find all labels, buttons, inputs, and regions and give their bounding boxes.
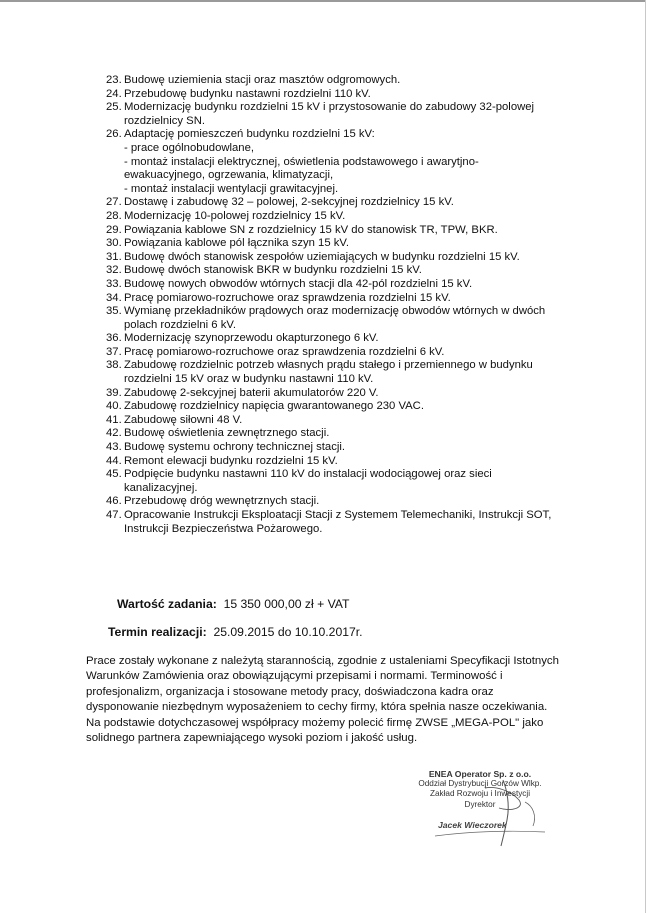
completion-term-dates: 25.09.2015 do 10.10.2017r. xyxy=(213,625,363,639)
list-item-line: Modernizację szynoprzewodu okapturzonego 6 kV. xyxy=(124,332,379,345)
list-item-text xyxy=(124,224,576,238)
list-item-line: Modernizację 10-polowej rozdzielnicy 15 kV. xyxy=(124,209,346,222)
list-item-line: Powiązania kablowe pól łącznika szyn 15 kV. xyxy=(124,237,350,250)
list-item xyxy=(106,359,576,386)
list-item-line: Pracę pomiarowo-rozruchowe oraz sprawdzenia rozdzielni 15 kV. xyxy=(124,291,451,304)
list-item-line: Powiązania kablowe SN z rozdzielnicy 15 kV do stanowisk TR, TPW, BKR. xyxy=(124,223,498,236)
scope-of-work-list xyxy=(106,74,576,536)
list-item xyxy=(106,468,576,495)
list-item-line: Budowę nowych obwodów wtórnych stacji dla 42-pól rozdzielni 15 kV. xyxy=(124,277,473,290)
list-item xyxy=(106,332,576,346)
list-item-line: Modernizację budynku rozdzielni 15 kV i przystosowanie do zabudowy 32-polowej xyxy=(124,101,535,114)
list-item-line: Zabudowę rozdzielnic potrzeb własnych prądu stałego i przemiennego w budynku xyxy=(124,359,533,372)
recommendation-paragraph xyxy=(86,654,576,746)
list-item-number: 25. xyxy=(106,101,122,114)
list-item-line: polach rozdzielni 6 kV. xyxy=(124,318,236,331)
list-item-line: Opracowanie Instrukcji Eksploatacji Stacji z Systemem Telemechaniki, Instrukcji SOT, xyxy=(124,509,552,521)
list-item-text xyxy=(124,128,576,196)
list-item-line: Pracę pomiarowo-rozruchowe oraz sprawdzenia rozdzielni 6 kV. xyxy=(124,345,445,358)
list-item-number: 23. xyxy=(106,74,122,86)
list-item xyxy=(106,387,576,401)
paragraph-line: dysponowanie niezbędnym wyposażeniem to cechy firmy, która spełnia nasze oczekiwania. xyxy=(86,701,548,714)
list-item-line: kanalizacyjnej. xyxy=(124,481,198,494)
list-item-text xyxy=(124,237,576,251)
list-item xyxy=(106,264,576,278)
list-item-text xyxy=(124,414,576,428)
list-item xyxy=(106,74,576,88)
list-item xyxy=(106,292,576,306)
list-item xyxy=(106,346,576,360)
list-item-line: Zabudowę rozdzielnicy napięcia gwarantowanego 230 VAC. xyxy=(124,400,424,413)
list-item-text xyxy=(124,509,576,536)
list-item xyxy=(106,196,576,210)
paragraph-line: solidnego partnera zapewniającego wysoki poziom i jakość usług. xyxy=(86,732,418,745)
list-item-text xyxy=(124,101,576,128)
list-item-text xyxy=(124,74,576,88)
list-item-number: 27. xyxy=(106,196,122,209)
list-item-number: 32. xyxy=(106,264,122,277)
list-item-line: Remont elewacji budynku rozdzielni 15 kV. xyxy=(124,454,338,467)
list-item-text xyxy=(124,387,576,401)
stamp-line: Oddział Dystrybucji Gorzów Wlkp. xyxy=(418,779,542,789)
list-item-text xyxy=(124,441,576,455)
list-item xyxy=(106,441,576,455)
list-item-line: Budowę systemu ochrony technicznej stacji. xyxy=(124,441,346,454)
list-item-text xyxy=(124,427,576,441)
list-item-number: 37. xyxy=(106,345,122,358)
paragraph-line: profesjonalizm, organizacja i stosowane metody pracy, doświadczona kadra oraz xyxy=(86,685,494,698)
list-item-line: rozdzielnicy SN. xyxy=(124,114,205,127)
list-item-number: 24. xyxy=(106,87,122,100)
list-item-line: Instrukcji Bezpieczeństwa Pożarowego. xyxy=(124,522,323,535)
list-item-text xyxy=(124,346,576,360)
list-item-number: 40. xyxy=(106,400,122,413)
list-item xyxy=(106,495,576,509)
list-item-line: Budowę dwóch stanowisk BKR w budynku rozdzielni 15 kV. xyxy=(124,264,422,277)
list-item-number: 43. xyxy=(106,441,122,454)
list-item xyxy=(106,414,576,428)
list-item-line: Przebudowę budynku nastawni rozdzielni 110 kV. xyxy=(124,87,371,100)
paragraph-line: Na podstawie dotychczasowej współpracy możemy polecić firmę ZWSE „MEGA-POL" jako xyxy=(86,716,544,729)
list-item-text xyxy=(124,264,576,278)
list-item-line: - montaż instalacji wentylacji grawitacyjnej. xyxy=(124,182,339,195)
list-item xyxy=(106,237,576,251)
stamp-line: Dyrektor xyxy=(464,799,496,809)
list-item-number: 28. xyxy=(106,209,122,222)
list-item-number: 41. xyxy=(106,413,122,426)
list-item-text xyxy=(124,251,576,265)
list-item xyxy=(106,400,576,414)
list-item-line: ewakuacyjnego, ogrzewania, klimatyzacji, xyxy=(124,169,334,182)
paragraph-line: Warunków Zamówienia oraz obowiązującymi przepisami i normami. Terminowość i xyxy=(86,670,503,683)
signatory-name: Jacek Wieczorek xyxy=(438,820,507,830)
list-item-text xyxy=(124,468,576,495)
list-item-line: Adaptację pomieszczeń budynku rozdzielni 15 kV: xyxy=(124,128,375,141)
list-item-number: 45. xyxy=(106,468,122,481)
list-item-number: 31. xyxy=(106,250,122,263)
list-item-line: Zabudowę 2-sekcyjnej baterii akumulatorów 220 V. xyxy=(124,386,379,399)
list-item-line: Budowę dwóch stanowisk zespołów uziemiających w budynku rozdzielni 15 kV. xyxy=(124,250,520,263)
list-item-number: 39. xyxy=(106,386,122,399)
list-item xyxy=(106,455,576,469)
list-item-number: 30. xyxy=(106,237,122,250)
list-item-text xyxy=(124,278,576,292)
contract-value-amount: 15 350 000,00 zł + VAT xyxy=(223,597,350,611)
list-item-line: Budowę uziemienia stacji oraz masztów odgromowych. xyxy=(124,74,401,86)
list-item-number: 38. xyxy=(106,359,122,372)
list-item-number: 33. xyxy=(106,277,122,290)
completion-term xyxy=(108,625,363,639)
list-item-line: - prace ogólnobudowlane, xyxy=(124,141,255,154)
list-item xyxy=(106,278,576,292)
list-item-number: 36. xyxy=(106,332,122,345)
list-item-line: Dostawę i zabudowę 32 – polowej, 2-sekcyjnej rozdzielnicy 15 kV. xyxy=(124,196,454,209)
list-item xyxy=(106,224,576,238)
list-item-line: rozdzielni 15 kV oraz w budynku nastawni 110 kV. xyxy=(124,373,374,386)
list-item-text xyxy=(124,359,576,386)
contract-value-label: Wartość zadania: xyxy=(117,597,217,611)
stamp-line: ENEA Operator Sp. z o.o. xyxy=(428,769,532,779)
list-item-text xyxy=(124,400,576,414)
list-item-text xyxy=(124,196,576,210)
list-item-number: 34. xyxy=(106,291,122,304)
list-item-line: Zabudowę siłowni 48 V. xyxy=(124,413,243,426)
list-item-number: 29. xyxy=(106,223,122,236)
list-item-line: Wymianę przekładników prądowych oraz modernizację obwodów wtórnych w dwóch xyxy=(124,305,546,318)
list-item-text xyxy=(124,332,576,346)
list-item-number: 47. xyxy=(106,509,122,521)
paragraph-line: Prace zostały wykonane z należytą starannością, zgodnie z ustaleniami Specyfikacji Istotnych xyxy=(86,655,559,667)
list-item-text xyxy=(124,305,576,332)
list-item-text xyxy=(124,88,576,102)
stamp-line: Zakład Rozwoju i Inwestycji xyxy=(429,789,531,799)
list-item-number: 46. xyxy=(106,495,122,508)
list-item xyxy=(106,427,576,441)
list-item-number: 44. xyxy=(106,454,122,467)
list-item-line: - montaż instalacji elektrycznej, oświetlenia podstawowego i awarytjno- xyxy=(124,155,479,168)
completion-term-label: Termin realizacji: xyxy=(108,625,207,639)
list-item xyxy=(106,210,576,224)
list-item xyxy=(106,509,576,536)
list-item xyxy=(106,251,576,265)
list-item-number: 42. xyxy=(106,427,122,440)
list-item xyxy=(106,88,576,102)
list-item-text xyxy=(124,495,576,509)
list-item-text xyxy=(124,455,576,469)
list-item xyxy=(106,128,576,196)
list-item-number: 26. xyxy=(106,128,122,141)
contract-value xyxy=(117,597,349,611)
list-item-line: Budowę oświetlenia zewnętrznego stacji. xyxy=(124,427,330,440)
list-item xyxy=(106,305,576,332)
list-item-text xyxy=(124,292,576,306)
list-item-number: 35. xyxy=(106,305,122,318)
list-item xyxy=(106,101,576,128)
list-item-line: Przebudowę dróg wewnętrznych stacji. xyxy=(124,495,320,508)
list-item-line: Podpięcie budynku nastawni 110 kV do instalacji wodociągowej oraz sieci xyxy=(124,468,492,481)
list-item-text xyxy=(124,210,576,224)
page-top-edge xyxy=(0,0,646,2)
company-stamp xyxy=(410,769,550,810)
